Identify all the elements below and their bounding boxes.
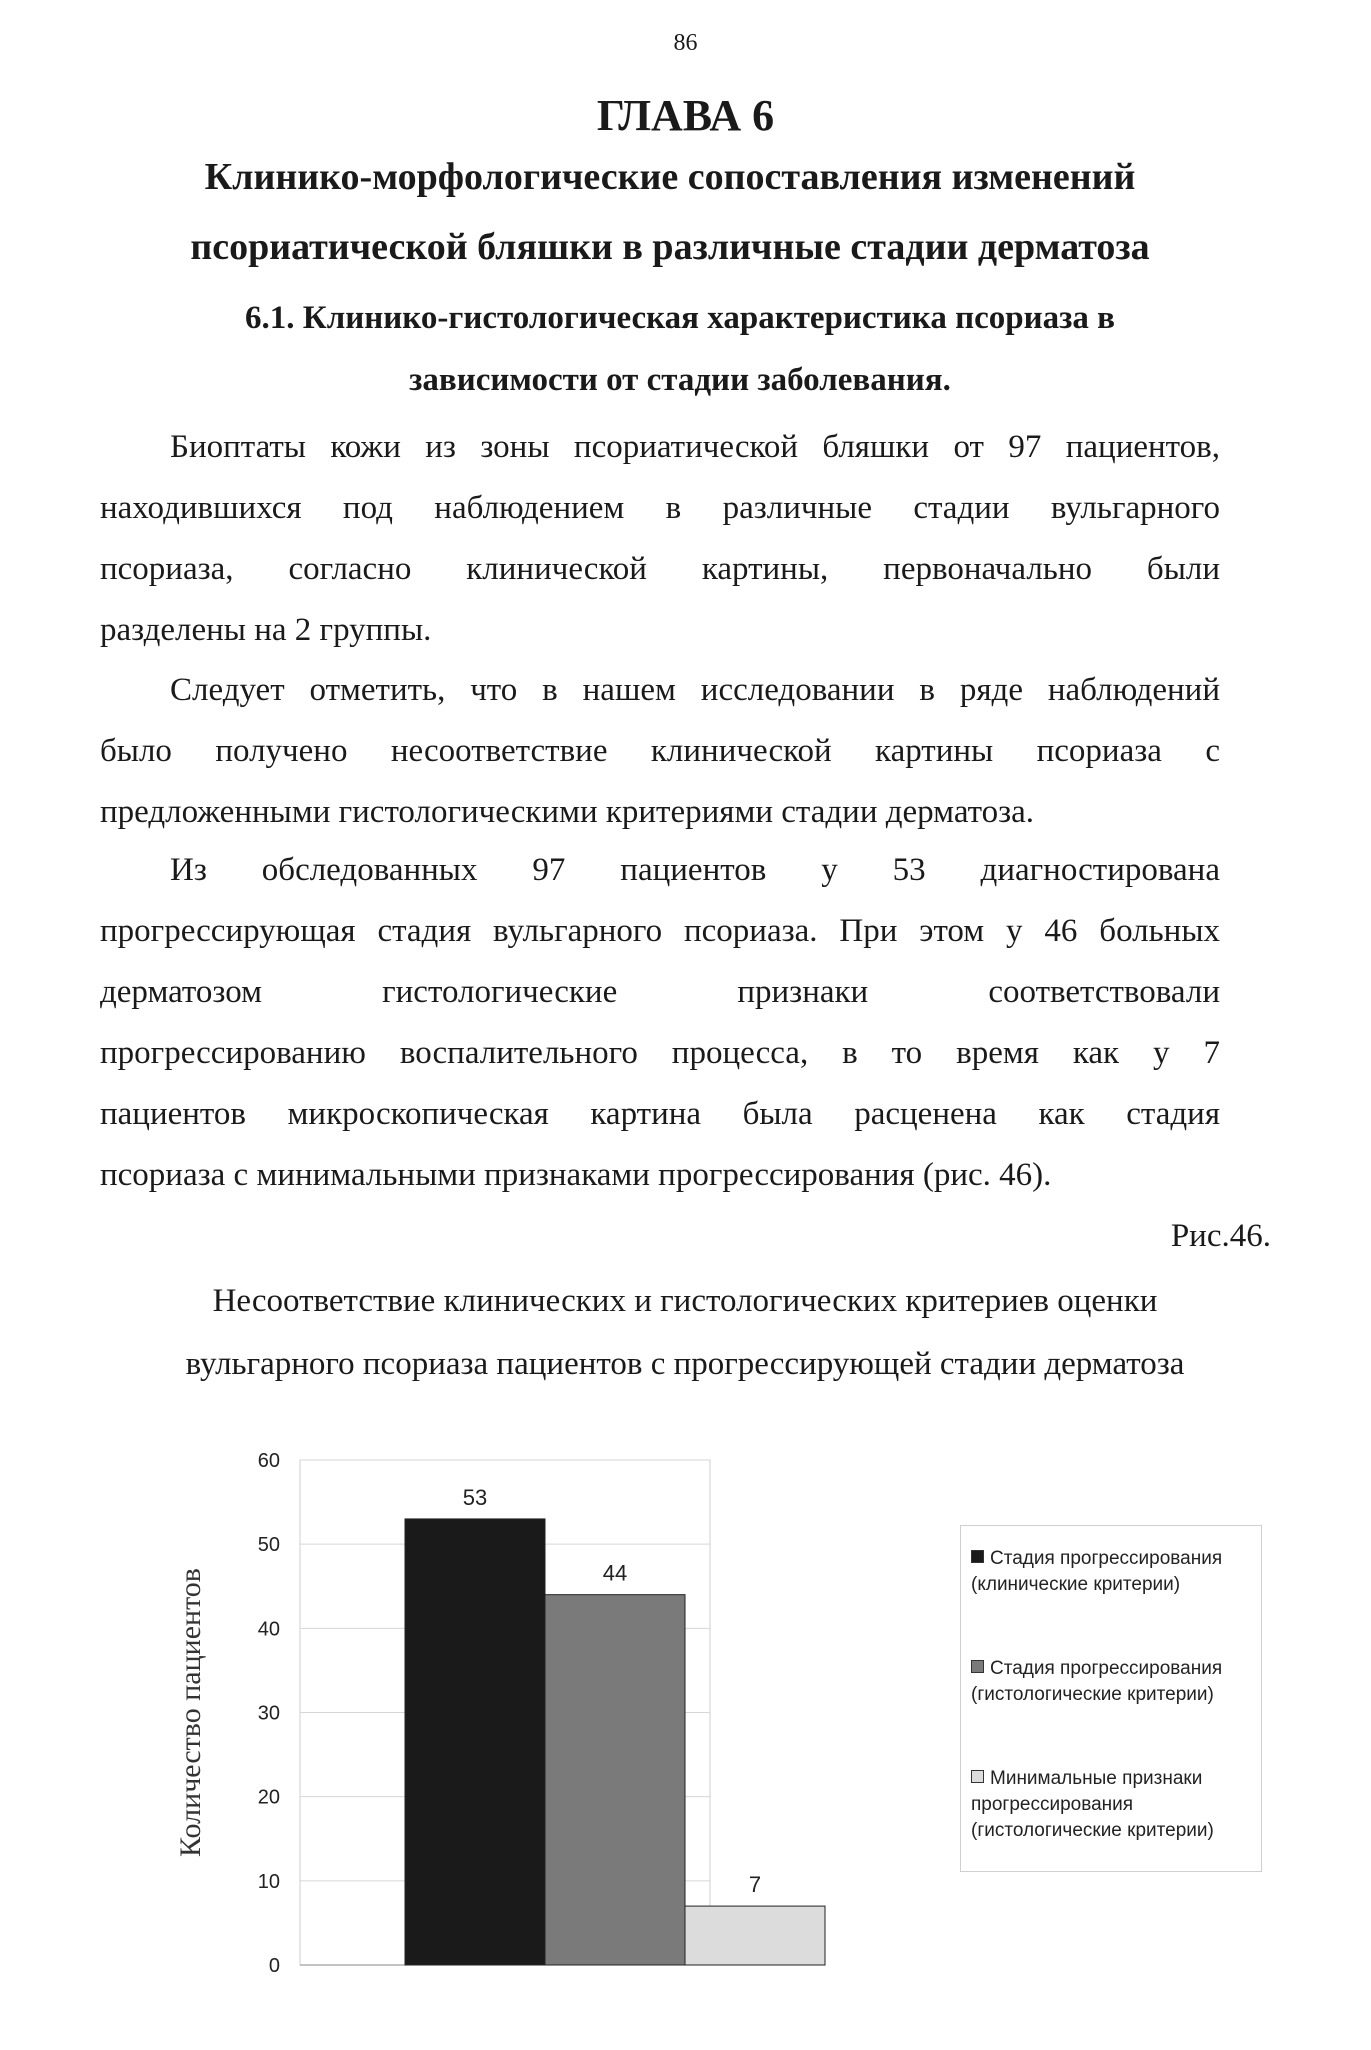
bar — [685, 1906, 825, 1965]
y-tick-label: 20 — [257, 1786, 280, 1809]
bar — [405, 1519, 545, 1965]
bar — [545, 1595, 685, 1965]
paragraph-line: пациентов микроскопическая картина была расценена как стадия — [100, 1096, 1220, 1132]
paragraph-2 — [100, 660, 1220, 843]
paragraph-line: псориаза, согласно клинической картины, первоначально были — [100, 551, 1220, 587]
figure-reference: Рис.46. — [1170, 1218, 1271, 1254]
figure-caption-line-1: Несоответствие клинических и гистологических критериев оценки — [212, 1283, 1158, 1319]
y-tick-label: 40 — [257, 1618, 280, 1641]
chapter-heading: ГЛАВА 6 — [596, 91, 775, 140]
legend-swatch-3 — [971, 1770, 984, 1783]
data-label: 44 — [602, 1560, 628, 1586]
y-tick-label: 60 — [257, 1450, 280, 1472]
chapter-title-line-1: Клинико-морфологические сопоставления изменений — [204, 156, 1136, 198]
section-heading-line-2: зависимости от стадии заболевания. — [409, 362, 951, 398]
paragraph-line: прогрессирующая стадия вульгарного псориаза. При этом у 46 больных — [100, 913, 1220, 949]
legend-label: Минимальные признаки прогрессирования (гистологические критерии) — [971, 1768, 1214, 1841]
y-tick-label: 10 — [257, 1870, 280, 1893]
legend-item — [971, 1766, 1256, 1844]
paragraph-line: Из обследованных 97 пациентов у 53 диагностирована — [170, 852, 1220, 888]
legend-item — [971, 1656, 1256, 1708]
paragraph-line: прогрессированию воспалительного процесса, в то время как у 7 — [100, 1035, 1220, 1071]
paragraph-line: дерматозом гистологические признаки соответствовали — [100, 974, 1220, 1010]
section-heading-line-1: 6.1. Клинико-гистологическая характеристика псориаза в — [245, 300, 1115, 336]
page-number: 86 — [673, 30, 698, 56]
paragraph-line: было получено несоответствие клинической картины псориаза с — [100, 733, 1220, 769]
legend-item — [971, 1546, 1256, 1598]
y-axis-label: Количество пациентов — [174, 1568, 207, 1857]
paragraph-line: предложенными гистологическими критериями стадии дерматоза. — [100, 794, 1035, 830]
data-label: 7 — [748, 1872, 762, 1898]
legend-swatch-1 — [971, 1550, 984, 1563]
data-label: 53 — [462, 1484, 488, 1510]
y-tick-label: 0 — [268, 1955, 280, 1977]
paragraph-line: разделены на 2 группы. — [100, 612, 432, 648]
paragraph-3 — [100, 840, 1220, 1206]
paragraph-line: Следует отметить, что в нашем исследовании в ряде наблюдений — [170, 672, 1220, 708]
paragraph-line: Биоптаты кожи из зоны псориатической бляшки от 97 пациентов, — [170, 429, 1220, 465]
paragraph-line: псориаза с минимальными признаками прогрессирования (рис. 46). — [100, 1157, 1052, 1193]
chapter-title-line-2: псориатической бляшки в различные стадии дерматоза — [190, 226, 1150, 268]
y-tick-label: 30 — [257, 1702, 280, 1725]
legend-label: Стадия прогрессирования (гистологические критерии) — [971, 1658, 1223, 1705]
chart-legend — [960, 1525, 1262, 1872]
legend-swatch-2 — [971, 1660, 984, 1673]
figure-caption-line-2: вульгарного псориаза пациентов с прогрессирующей стадии дерматоза — [185, 1346, 1185, 1382]
paragraph-1 — [100, 417, 1220, 661]
legend-label: Стадия прогрессирования (клинические критерии) — [971, 1548, 1223, 1595]
y-tick-label: 50 — [257, 1534, 280, 1557]
paragraph-line: находившихся под наблюдением в различные стадии вульгарного — [100, 490, 1220, 526]
